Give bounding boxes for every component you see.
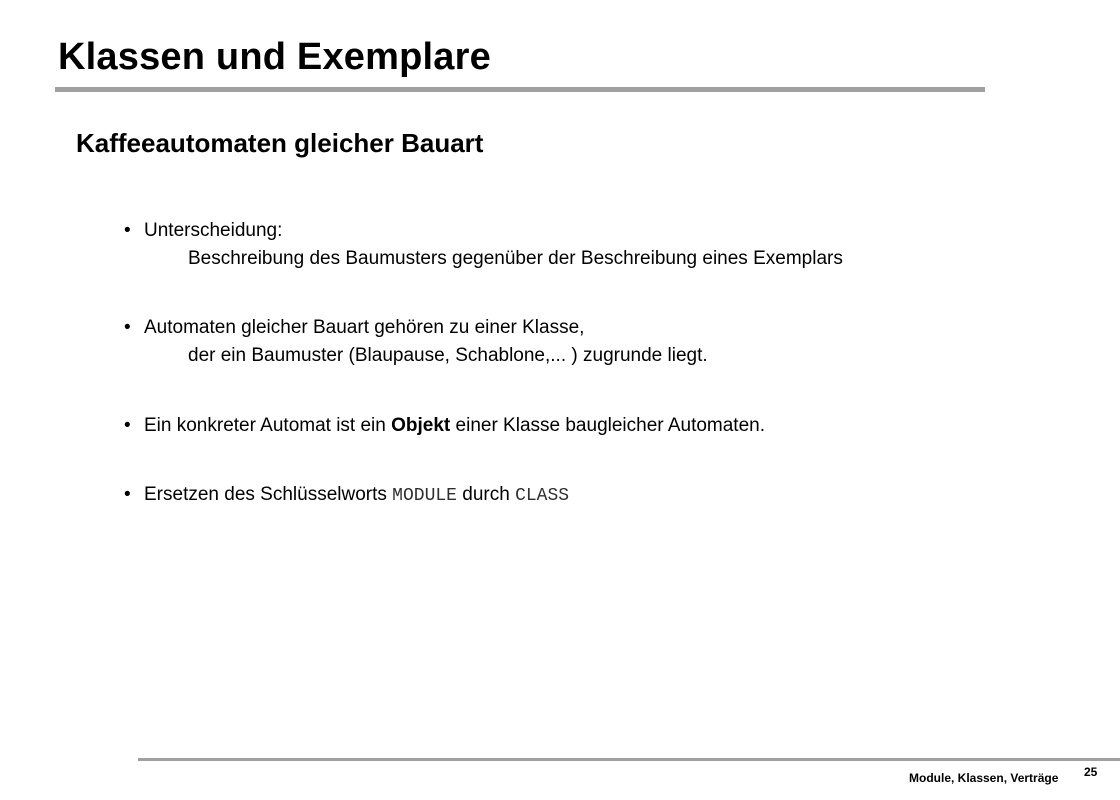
bullet-text: Automaten gleicher Bauart gehören zu einer Klasse, bbox=[144, 317, 585, 338]
slide-title: Klassen und Exemplare bbox=[58, 36, 491, 78]
bullet-text: einer Klasse baugleicher Automaten. bbox=[450, 415, 766, 436]
bullet-text: Ersetzen des Schlüsselworts bbox=[144, 484, 393, 505]
title-divider bbox=[55, 87, 985, 92]
page-number: 25 bbox=[1084, 765, 1098, 779]
bullet-schluesselwort bbox=[124, 481, 569, 510]
bullet-text: durch bbox=[456, 484, 516, 505]
bullet-continuation: der ein Baumuster (Blaupause, Schablone,... ) zugrunde liegt. bbox=[188, 345, 708, 366]
bullet-marker: • bbox=[124, 415, 131, 436]
code-module: MODULE bbox=[392, 486, 457, 506]
code-class: CLASS bbox=[515, 486, 570, 506]
slide-subtitle: Kaffeeautomaten gleicher Bauart bbox=[76, 128, 484, 158]
bullet-marker: • bbox=[124, 317, 131, 338]
bullet-text: Unterscheidung: bbox=[144, 220, 283, 241]
bullet-unterscheidung bbox=[124, 217, 843, 273]
emphasis-objekt: Objekt bbox=[391, 415, 451, 436]
bullet-continuation: Beschreibung des Baumusters gegenüber der Beschreibung eines Exemplars bbox=[188, 248, 843, 269]
footer-divider bbox=[138, 758, 1120, 761]
bullet-automaten-klasse bbox=[124, 314, 708, 370]
bullet-objekt bbox=[124, 412, 765, 440]
bullet-text: Ein konkreter Automat ist ein bbox=[144, 415, 392, 436]
bullet-marker: • bbox=[124, 484, 131, 505]
footer-title: Module, Klassen, Verträge bbox=[909, 771, 1059, 785]
bullet-marker: • bbox=[124, 220, 131, 241]
